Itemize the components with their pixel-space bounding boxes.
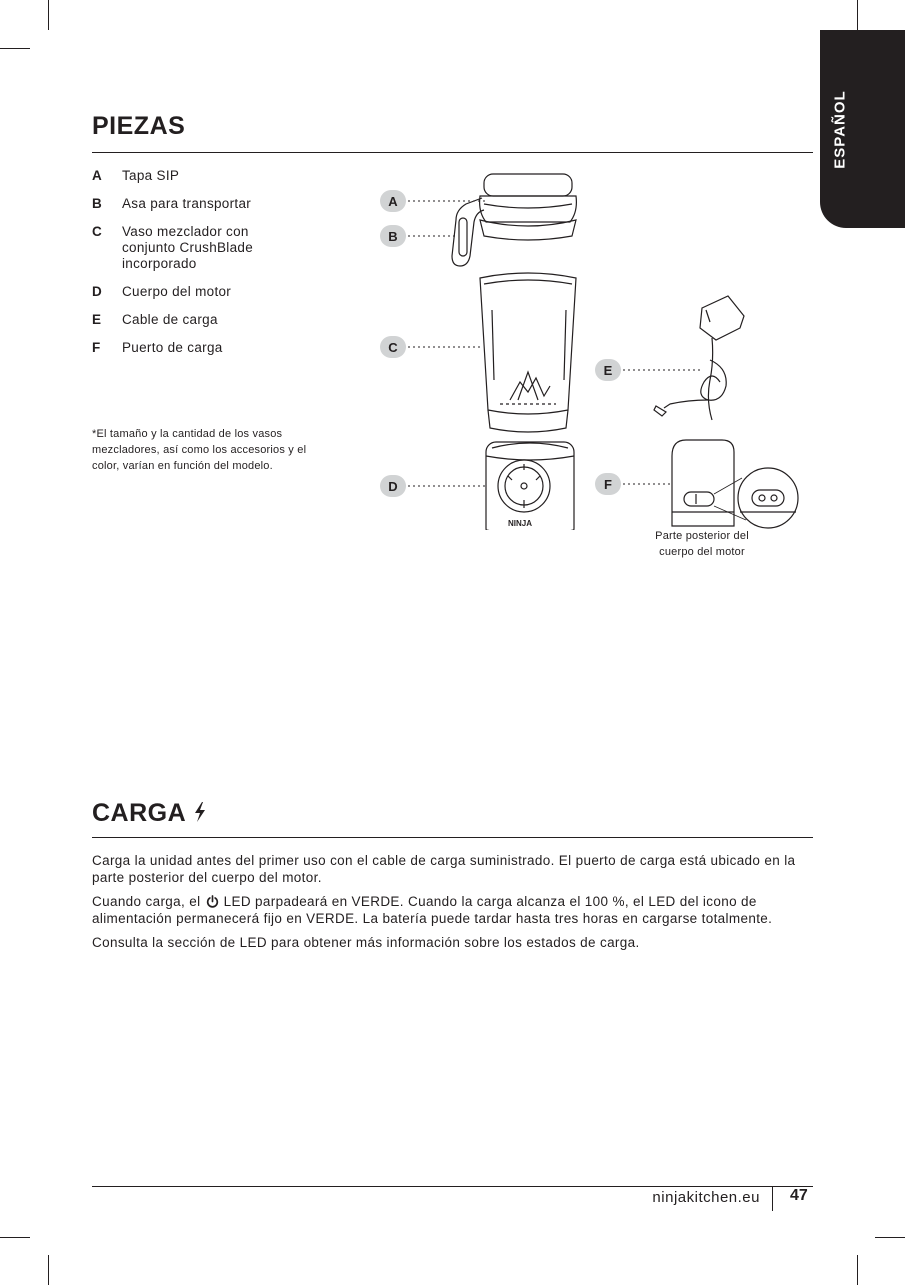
charging-title	[92, 799, 207, 828]
part-name: Cable de carga	[122, 312, 218, 327]
part-name: Asa para transportar	[122, 196, 252, 211]
charging-port-illustration	[672, 440, 798, 528]
callout-e: E	[603, 363, 613, 378]
part-letter: A	[92, 168, 103, 183]
crop-mark	[48, 0, 49, 30]
part-letter: C	[92, 224, 103, 239]
callout-d: D	[388, 479, 398, 494]
footer-rule	[92, 1186, 813, 1187]
parts-list-item	[92, 224, 292, 272]
crop-mark	[48, 1255, 49, 1285]
part-name: Vaso mezclador con conjunto CrushBlade incorporado	[122, 224, 254, 271]
parts-list	[92, 168, 292, 368]
charging-title-text: CARGA	[92, 799, 186, 827]
parts-list-item	[92, 312, 292, 328]
part-letter: D	[92, 284, 103, 299]
power-icon	[206, 895, 219, 908]
part-name: Cuerpo del motor	[122, 284, 232, 299]
brand-mark: NINJA	[508, 519, 533, 528]
carry-handle-illustration	[452, 198, 484, 266]
language-tab-label: ESPAÑOL	[831, 89, 849, 169]
crop-mark	[857, 0, 858, 30]
crop-mark	[857, 1255, 858, 1285]
callout-f: F	[604, 477, 612, 492]
crop-mark	[0, 48, 30, 49]
crop-mark	[0, 1237, 30, 1238]
page-number: 47	[790, 1187, 808, 1204]
parts-note: *El tamaño y la cantidad de los vasos mezcladores, así como los accesorios y el color, varían en función del modelo.	[92, 428, 307, 472]
parts-list-item	[92, 340, 292, 356]
parts-list-item	[92, 168, 292, 184]
parts-title: PIEZAS	[92, 112, 186, 140]
sip-lid-illustration	[480, 174, 577, 240]
charging-port-caption: Parte posterior del cuerpo del motor	[655, 530, 749, 558]
part-name: Puerto de carga	[122, 340, 223, 355]
charging-text	[92, 852, 812, 958]
blending-vessel-illustration	[480, 273, 576, 432]
charging-paragraph-1: Carga la unidad antes del primer uso con el cable de carga suministrado. El puerto de carga está ubicado en la parte posterior del cuerpo del motor.	[92, 853, 796, 885]
motor-base-illustration	[486, 442, 574, 530]
charging-paragraph-3: Consulta la sección de LED para obtener más información sobre los estados de carga.	[92, 935, 640, 950]
part-name: Tapa SIP	[122, 168, 180, 183]
charging-paragraph-2-end: LED parpadeará en VERDE. Cuando la carga alcanza el 100 %, el LED del icono de alimentación permanecerá fijo en VERDE. La batería puede tardar hasta tres horas en cargarse totalmente.	[92, 894, 773, 926]
callout-c: C	[388, 340, 398, 355]
footer-website: ninjakitchen.eu	[652, 1189, 760, 1206]
callout-a: A	[388, 194, 398, 209]
parts-list-item	[92, 196, 292, 212]
blender-parts-diagram	[360, 160, 810, 530]
parts-rule	[92, 152, 813, 153]
charging-cable-illustration	[654, 296, 744, 420]
language-tab-label-wrap	[820, 30, 860, 228]
crop-mark	[875, 1237, 905, 1238]
charging-rule	[92, 837, 813, 838]
charging-paragraph-2-start: Cuando carga, el	[92, 894, 201, 909]
part-letter: B	[92, 196, 103, 211]
lightning-bolt-icon	[193, 801, 207, 823]
charging-paragraph-2	[92, 893, 812, 927]
callout-b: B	[388, 229, 398, 244]
part-letter: F	[92, 340, 101, 355]
footer-separator	[772, 1186, 773, 1211]
part-letter: E	[92, 312, 102, 327]
parts-list-item	[92, 284, 292, 300]
